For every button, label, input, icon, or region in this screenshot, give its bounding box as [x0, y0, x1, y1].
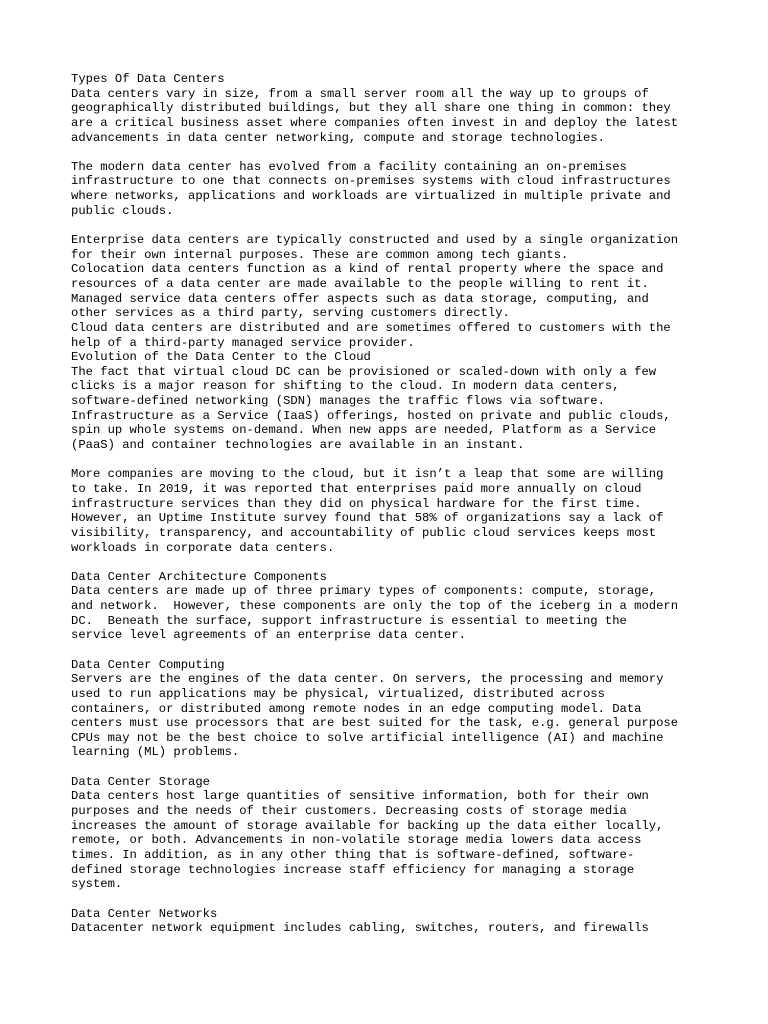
- text-line: Types Of Data Centers: [71, 72, 225, 86]
- text-line: and network. However, these components are only the top of the iceberg in a modern: [71, 599, 679, 614]
- text-line: Data centers vary in size, from a small server room all the way up to groups of: [71, 86, 649, 101]
- text-line: spin up whole systems on-demand. When new apps are needed, Platform as a Service: [71, 423, 657, 438]
- text-line: DC. Beneath the surface, support infrastructure is essential to meeting the: [71, 613, 627, 628]
- blank-line: [71, 760, 711, 775]
- blank-line: [71, 555, 711, 570]
- text-line: Managed service data centers offer aspects such as data storage, computing, and: [71, 291, 649, 306]
- text-line: remote, or both. Advancements in non-volatile storage media lowers data access: [71, 833, 642, 848]
- text-line: purposes and the needs of their customers. Decreasing costs of storage media: [71, 804, 627, 819]
- text-line: Data centers are made up of three primary types of components: compute, storage,: [71, 584, 657, 599]
- text-line: Data centers host large quantities of sensitive information, both for their own: [71, 789, 649, 804]
- text-line: Data Center Architecture Components: [71, 569, 327, 584]
- text-line: The modern data center has evolved from a facility containing an on-premises: [71, 159, 627, 174]
- text-line: CPUs may not be the best choice to solve artificial intelligence (AI) and machine: [71, 730, 664, 745]
- text-line: to take. In 2019, it was reported that enterprises paid more annually on cloud: [71, 481, 642, 496]
- text-line: Data Center Networks: [71, 906, 218, 921]
- text-line: are a critical business asset where companies often invest in and deploy the latest: [71, 115, 679, 130]
- text-line: advancements in data center networking, compute and storage technologies.: [71, 130, 605, 145]
- text-line: More companies are moving to the cloud, but it isn’t a leap that some are willing: [71, 467, 664, 482]
- text-line: defined storage technologies increase staff efficiency for managing a storage: [71, 862, 635, 877]
- text-line: However, an Uptime Institute survey found that 58% of organizations say a lack of: [71, 511, 664, 526]
- text-line: other services as a third party, serving customers directly.: [71, 306, 510, 321]
- text-line: Enterprise data centers are typically constructed and used by a single organization: [71, 233, 679, 248]
- text-line: workloads in corporate data centers.: [71, 540, 335, 555]
- text-line: increases the amount of storage available for backing up the data either locally,: [71, 818, 664, 833]
- text-line: times. In addition, as in any other thing that is software-defined, software-: [71, 847, 635, 862]
- text-line: software-defined networking (SDN) manages the traffic flows via software.: [71, 394, 605, 409]
- text-line: Datacenter network equipment includes cabling, switches, routers, and firewalls: [71, 921, 649, 936]
- text-line: used to run applications may be physical, virtualized, distributed across: [71, 686, 605, 701]
- text-line: geographically distributed buildings, but they all share one thing in common: they: [71, 101, 671, 116]
- text-line: (PaaS) and container technologies are available in an instant.: [71, 438, 525, 453]
- text-line: clicks is a major reason for shifting to the cloud. In modern data centers,: [71, 379, 620, 394]
- text-line: resources of a data center are made available to the people willing to rent it.: [71, 276, 649, 291]
- blank-line: [71, 218, 711, 233]
- blank-line: [71, 643, 711, 658]
- text-line: Servers are the engines of the data center. On servers, the processing and memory: [71, 672, 664, 687]
- text-line: Data Center Computing: [71, 657, 225, 672]
- text-line: Colocation data centers function as a kind of rental property where the space and: [71, 262, 664, 277]
- blank-line: [71, 453, 711, 468]
- text-line: Infrastructure as a Service (IaaS) offerings, hosted on private and public clouds,: [71, 408, 671, 423]
- text-line: learning (ML) problems.: [71, 745, 240, 760]
- text-line: infrastructure to one that connects on-premises systems with cloud infrastructures: [71, 174, 671, 189]
- text-line: help of a third-party managed service provider.: [71, 335, 415, 350]
- document-page: [71, 72, 711, 936]
- blank-line: [71, 145, 711, 160]
- text-line: Cloud data centers are distributed and are sometimes offered to customers with the: [71, 320, 671, 335]
- text-line: where networks, applications and workloads are virtualized in multiple private and: [71, 189, 671, 204]
- blank-line: [71, 892, 711, 907]
- text-line: centers must use processors that are best suited for the task, e.g. general purpose: [71, 716, 679, 731]
- text-line: Data Center Storage: [71, 774, 210, 789]
- text-line: containers, or distributed among remote nodes in an edge computing model. Data: [71, 701, 642, 716]
- text-line: public clouds.: [71, 203, 174, 218]
- text-line: system.: [71, 877, 123, 892]
- text-line: infrastructure services than they did on physical hardware for the first time.: [71, 496, 642, 511]
- text-line: service level agreements of an enterprise data center.: [71, 628, 466, 643]
- text-line: for their own internal purposes. These are common among tech giants.: [71, 247, 569, 262]
- text-line: visibility, transparency, and accountability of public cloud services keeps most: [71, 525, 657, 540]
- text-line: The fact that virtual cloud DC can be provisioned or scaled-down with only a few: [71, 364, 657, 379]
- text-line: Evolution of the Data Center to the Cloud: [71, 350, 371, 365]
